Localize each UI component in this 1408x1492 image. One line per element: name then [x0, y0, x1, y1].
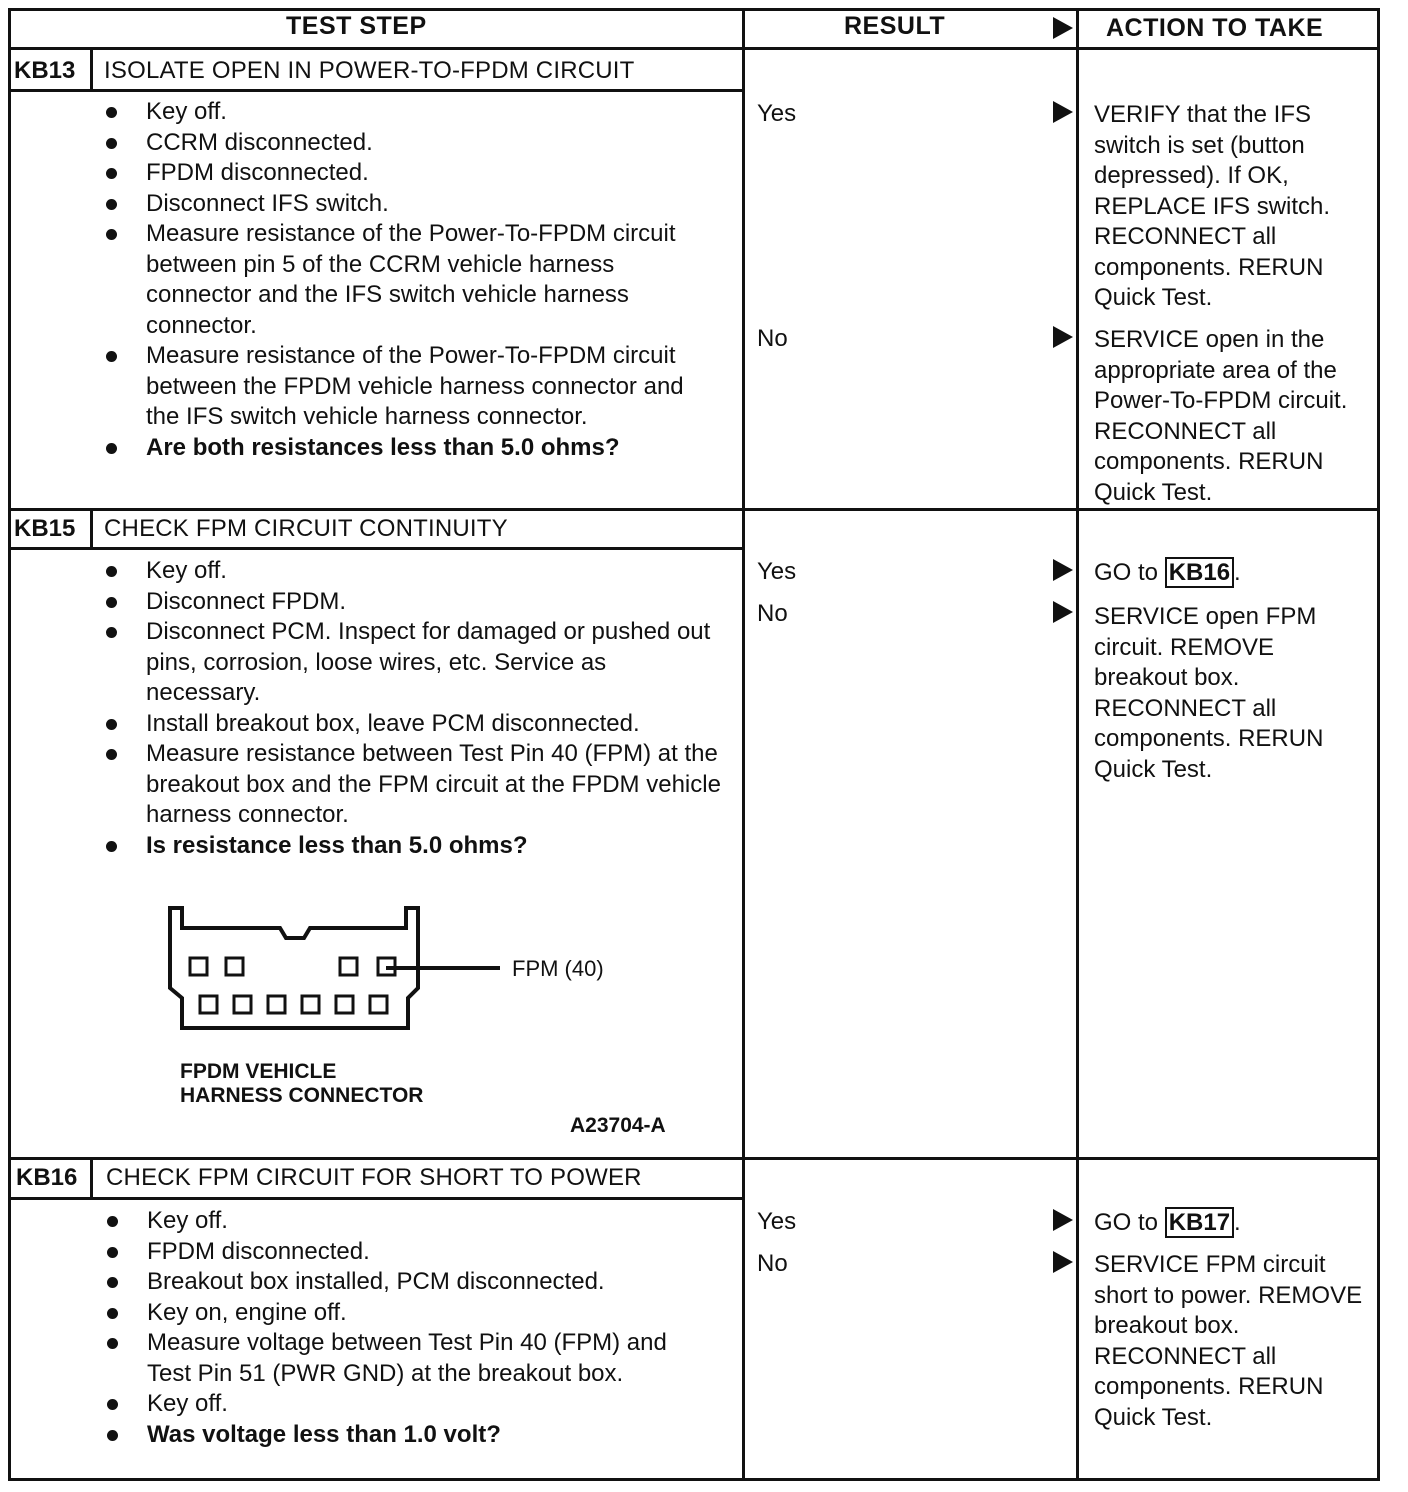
kb16-code-divider: [90, 1159, 93, 1198]
list-item: FPDM disconnected.: [104, 158, 716, 189]
kb16-title: CHECK FPM CIRCUIT FOR SHORT TO POWER: [106, 1164, 642, 1191]
kb13-yes-arrow-icon: [1053, 101, 1073, 123]
kb16-result-yes: Yes: [757, 1208, 797, 1235]
header-result: RESULT: [844, 12, 946, 40]
kb13-title: ISOLATE OPEN IN POWER-TO-FPDM CIRCUIT: [104, 57, 635, 84]
kb13-code-divider: [90, 50, 93, 90]
pin-bottom-3: [268, 996, 285, 1013]
table-bottom-border: [8, 1478, 1380, 1481]
kb16-action-yes: [1094, 1208, 1364, 1239]
kb17-reference-link[interactable]: KB17: [1165, 1207, 1234, 1238]
table-left-border: [8, 8, 11, 1481]
header-bottom-border: [8, 47, 1380, 50]
list-item: Measure resistance between Test Pin 40 (FPM) at the breakout box and the FPM circuit at the FPDM vehicle harness connector.: [104, 739, 722, 831]
list-item: Measure voltage between Test Pin 40 (FPM) and Test Pin 51 (PWR GND) at the breakout box.: [105, 1328, 705, 1389]
list-item: Install breakout box, leave PCM disconnected.: [104, 709, 722, 740]
result-column-border: [742, 8, 745, 1481]
connector-caption-line1: FPDM VEHICLE: [180, 1060, 337, 1083]
header-action: ACTION TO TAKE: [1106, 14, 1324, 42]
header-arrow-icon: [1053, 17, 1073, 39]
kb16-reference-link[interactable]: KB16: [1165, 557, 1234, 588]
kb13-action-yes: VERIFY that the IFS switch is set (button depressed). If OK, REPLACE IFS switch. RECONNECT all components. RERUN Quick Test.: [1094, 101, 1331, 311]
list-item: Disconnect FPDM.: [104, 587, 722, 618]
pin-bottom-4: [302, 996, 319, 1013]
list-item: Breakout box installed, PCM disconnected.: [105, 1267, 705, 1298]
kb16-code: KB16: [16, 1164, 78, 1191]
kb16-yes-arrow-icon: [1053, 1209, 1073, 1231]
kb15-result-yes: Yes: [757, 558, 797, 585]
list-item: Key on, engine off.: [105, 1298, 705, 1329]
fpm-pin-label: FPM (40): [512, 956, 604, 981]
pin-top-1: [190, 958, 207, 975]
pin-bottom-6: [370, 996, 387, 1013]
kb15-action-yes-prefix: GO to: [1094, 559, 1165, 586]
list-item: Disconnect PCM. Inspect for damaged or pushed out pins, corrosion, loose wires, etc. Service as necessary.: [104, 617, 722, 709]
kb15-code: KB15: [14, 515, 76, 542]
list-item: CCRM disconnected.: [104, 128, 716, 159]
list-item: Measure resistance of the Power-To-FPDM circuit between the FPDM vehicle harness connector and the IFS switch vehicle harness connector.: [104, 341, 716, 433]
kb15-no-arrow-icon: [1053, 601, 1073, 623]
header-test-step: TEST STEP: [286, 12, 427, 40]
kb16-title-underline: [8, 1197, 745, 1200]
pin-bottom-2: [234, 996, 251, 1013]
pin-top-3: [340, 958, 357, 975]
pin-top-2: [226, 958, 243, 975]
kb15-bottom-border: [8, 1157, 1380, 1160]
list-item: Key off.: [105, 1206, 705, 1237]
kb15-code-divider: [90, 510, 93, 548]
kb16-action-yes-suffix: .: [1234, 1209, 1241, 1236]
connector-caption-line2: HARNESS CONNECTOR: [180, 1084, 424, 1107]
kb15-step-list: [104, 556, 722, 861]
list-item: Key off.: [105, 1389, 705, 1420]
kb13-result-no: No: [757, 325, 788, 352]
kb16-action-yes-prefix: GO to: [1094, 1209, 1165, 1236]
kb13-bottom-border: [8, 508, 1380, 511]
kb15-title: CHECK FPM CIRCUIT CONTINUITY: [104, 515, 508, 542]
kb13-title-underline: [8, 89, 745, 92]
kb16-action-no: SERVICE FPM circuit short to power. REMOVE breakout box. RECONNECT all components. RERUN Quick Test.: [1094, 1251, 1363, 1431]
fpdm-connector-diagram: [160, 900, 520, 1040]
kb13-step-list: [104, 97, 716, 463]
table-right-border: [1377, 8, 1380, 1481]
kb16-question: Was voltage less than 1.0 volt?: [105, 1420, 705, 1451]
kb13-no-arrow-icon: [1053, 326, 1073, 348]
list-item: Key off.: [104, 97, 716, 128]
list-item: Disconnect IFS switch.: [104, 189, 716, 220]
action-column-border: [1076, 8, 1079, 1481]
kb16-step-list: [105, 1206, 705, 1450]
kb15-yes-arrow-icon: [1053, 559, 1073, 581]
kb13-question: Are both resistances less than 5.0 ohms?: [104, 433, 716, 464]
kb15-title-underline: [8, 547, 745, 550]
list-item: Key off.: [104, 556, 722, 587]
pin-bottom-5: [336, 996, 353, 1013]
kb13-action-no: SERVICE open in the appropriate area of the Power-To-FPDM circuit. RECONNECT all components. RERUN Quick Test.: [1094, 326, 1348, 506]
kb16-no-arrow-icon: [1053, 1251, 1073, 1273]
kb13-result-yes: Yes: [757, 100, 797, 127]
list-item: FPDM disconnected.: [105, 1237, 705, 1268]
kb15-action-no: SERVICE open FPM circuit. REMOVE breakout box. RECONNECT all components. RERUN Quick Test.: [1094, 603, 1324, 783]
table-top-border: [8, 8, 1380, 11]
kb15-result-no: No: [757, 600, 788, 627]
pin-bottom-1: [200, 996, 217, 1013]
kb15-question: Is resistance less than 5.0 ohms?: [104, 831, 722, 862]
figure-id: A23704-A: [570, 1114, 666, 1137]
kb16-result-no: No: [757, 1250, 788, 1277]
kb15-action-yes: [1094, 558, 1364, 589]
list-item: Measure resistance of the Power-To-FPDM circuit between pin 5 of the CCRM vehicle harness connector and the IFS switch vehicle harness connector.: [104, 219, 716, 341]
kb13-code: KB13: [14, 57, 76, 84]
kb15-action-yes-suffix: .: [1234, 559, 1241, 586]
